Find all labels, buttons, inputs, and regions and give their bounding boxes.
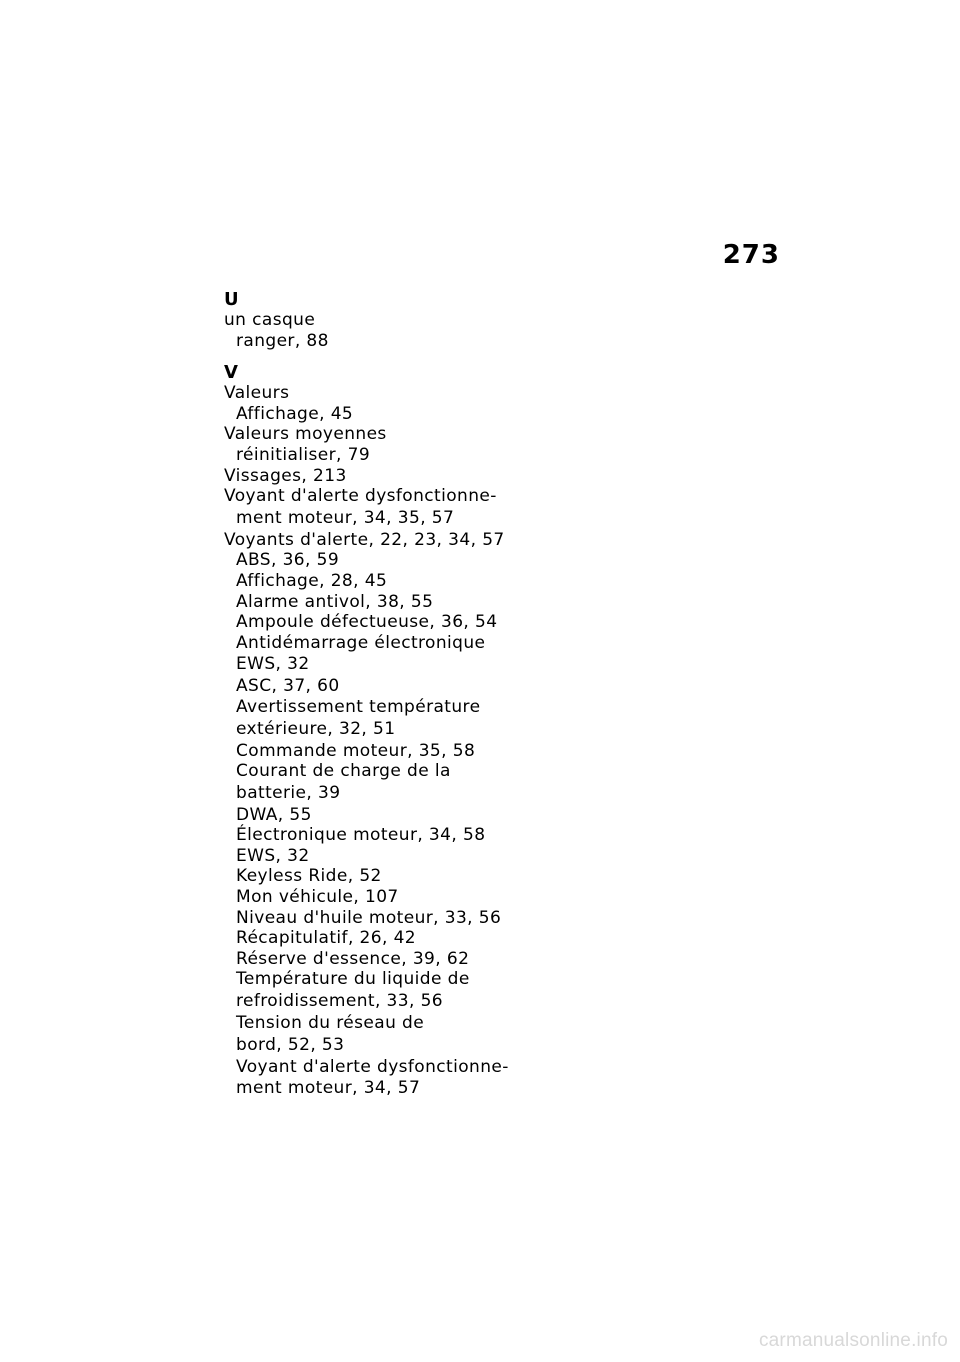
index-subentry: Ampoule défectueuse, 36, 54 xyxy=(236,612,498,633)
index-entry: Valeurs xyxy=(224,383,290,404)
index-subentry: Courant de charge de la xyxy=(236,761,451,782)
index-subentry: Antidémarrage électronique xyxy=(236,632,486,653)
index-entry: Valeurs moyennes xyxy=(224,424,387,445)
index-subentry: Réserve d'essence, 39, 62 xyxy=(236,948,470,969)
index-letter-v: V xyxy=(224,362,239,384)
index-entry-continuation: ment moteur, 34, 35, 57 xyxy=(236,507,455,528)
index-subentry: Voyant d'alerte dysfonctionne- xyxy=(236,1056,509,1077)
index-entry-continuation: batterie, 39 xyxy=(236,782,341,803)
index-subentry: Avertissement température xyxy=(236,696,481,717)
index-subentry: Température du liquide de xyxy=(236,969,470,990)
index-subentry: Niveau d'huile moteur, 33, 56 xyxy=(236,907,502,928)
index-subentry: Récapitulatif, 26, 42 xyxy=(236,928,417,949)
index-subentry: Mon véhicule, 107 xyxy=(236,887,399,908)
index-subentry: Affichage, 28, 45 xyxy=(236,570,388,591)
index-entry: Vissages, 213 xyxy=(224,465,347,486)
index-entry-continuation: ment moteur, 34, 57 xyxy=(236,1078,421,1099)
index-entry: Voyant d'alerte dysfonctionne- xyxy=(224,486,497,507)
index-entry-continuation: EWS, 32 xyxy=(236,654,310,675)
index-subentry: Tension du réseau de xyxy=(236,1013,425,1034)
index-subentry: Alarme antivol, 38, 55 xyxy=(236,591,434,612)
index-letter-u: U xyxy=(224,289,240,310)
index-subentry: ABS, 36, 59 xyxy=(236,550,340,571)
index-subentry: ASC, 37, 60 xyxy=(236,676,340,697)
index-entry: un casque xyxy=(224,310,316,330)
index-subentry: ranger, 88 xyxy=(236,330,329,351)
index-subentry: Affichage, 45 xyxy=(236,403,354,424)
index-list xyxy=(224,290,524,1100)
page-number: 273 xyxy=(722,240,780,270)
index-subentry: DWA, 55 xyxy=(236,804,312,825)
watermark: carmanualsonline.info xyxy=(758,1330,948,1351)
index-subentry: Électronique moteur, 34, 58 xyxy=(236,825,486,846)
index-subentry: Keyless Ride, 52 xyxy=(236,866,382,887)
index-subentry: réinitialiser, 79 xyxy=(236,444,371,465)
index-entry-continuation: extérieure, 32, 51 xyxy=(236,718,396,739)
index-subentry: Commande moteur, 35, 58 xyxy=(236,740,476,761)
index-entry: Voyants d'alerte, 22, 23, 34, 57 xyxy=(224,529,505,550)
index-subentry: EWS, 32 xyxy=(236,845,310,866)
index-entry-continuation: refroidissement, 33, 56 xyxy=(236,991,444,1012)
index-entry-continuation: bord, 52, 53 xyxy=(236,1034,345,1055)
